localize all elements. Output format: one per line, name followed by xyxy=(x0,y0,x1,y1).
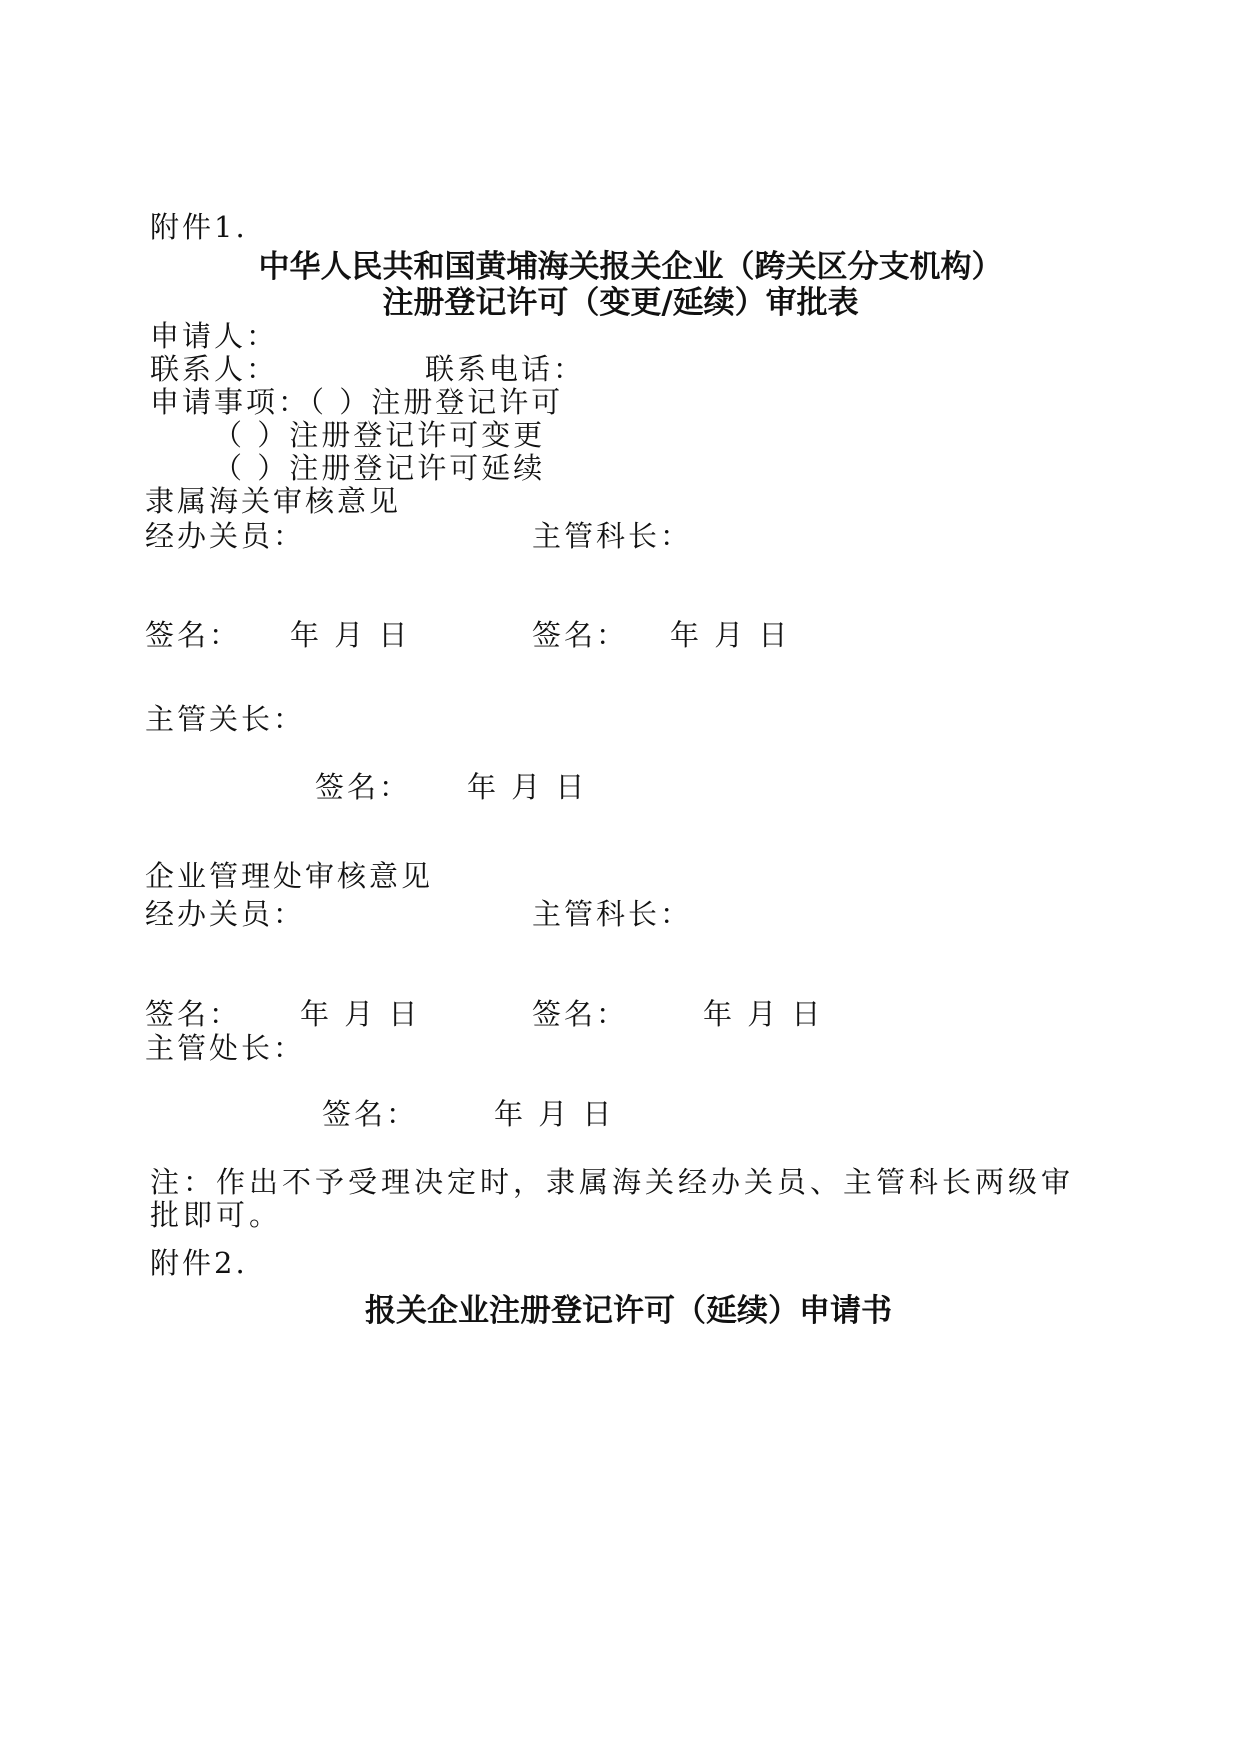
contact-person-label: 联系人： xyxy=(150,352,279,386)
form-title-line-1: 中华人民共和国黄埔海关报关企业（跨关区分支机构） xyxy=(258,249,1003,285)
attachment-1-label: 附件1. xyxy=(150,210,248,244)
application-title: 报关企业注册登记许可（延续）申请书 xyxy=(365,1293,892,1329)
enterprise-director-sign-label: 签名： xyxy=(322,1097,419,1131)
application-matter-label: 申请事项： xyxy=(150,385,311,419)
enterprise-section-chief-label: 主管科长： xyxy=(532,897,693,931)
customs-director-label: 主管关长： xyxy=(145,702,306,736)
enterprise-chief-sign-label: 签名： xyxy=(532,997,629,1031)
customs-chief-sign-label: 签名： xyxy=(532,618,629,652)
enterprise-clerk-label: 经办关员： xyxy=(145,897,306,931)
customs-clerk-sign-date: 年 月 日 xyxy=(290,618,411,652)
customs-clerk-label: 经办关员： xyxy=(145,519,306,553)
enterprise-chief-sign-date: 年 月 日 xyxy=(703,997,824,1031)
applicant-label: 申请人： xyxy=(150,319,279,353)
contact-phone-label: 联系电话： xyxy=(425,352,586,386)
customs-review-heading: 隶属海关审核意见 xyxy=(145,484,402,518)
option-register: （ ）注册登记许可 xyxy=(295,385,564,419)
enterprise-director-label: 主管处长： xyxy=(145,1031,306,1065)
option-renew: （ ）注册登记许可延续 xyxy=(213,451,546,485)
customs-chief-sign-date: 年 月 日 xyxy=(670,618,791,652)
enterprise-director-sign-date: 年 月 日 xyxy=(494,1097,615,1131)
note-line-1: 注：作出不予受理决定时，隶属海关经办关员、主管科长两级审 xyxy=(150,1165,1075,1199)
attachment-2-label: 附件2. xyxy=(150,1246,248,1280)
enterprise-clerk-sign-label: 签名： xyxy=(145,997,242,1031)
customs-clerk-sign-label: 签名： xyxy=(145,618,242,652)
customs-director-sign-date: 年 月 日 xyxy=(467,770,588,804)
enterprise-review-heading: 企业管理处审核意见 xyxy=(145,859,434,893)
option-change: （ ）注册登记许可变更 xyxy=(213,418,546,452)
customs-director-sign-label: 签名： xyxy=(315,770,412,804)
form-title-line-2: 注册登记许可（变更/延续）审批表 xyxy=(382,285,859,321)
customs-section-chief-label: 主管科长： xyxy=(532,519,693,553)
note-line-2: 批即可。 xyxy=(150,1198,283,1232)
enterprise-clerk-sign-date: 年 月 日 xyxy=(300,997,421,1031)
